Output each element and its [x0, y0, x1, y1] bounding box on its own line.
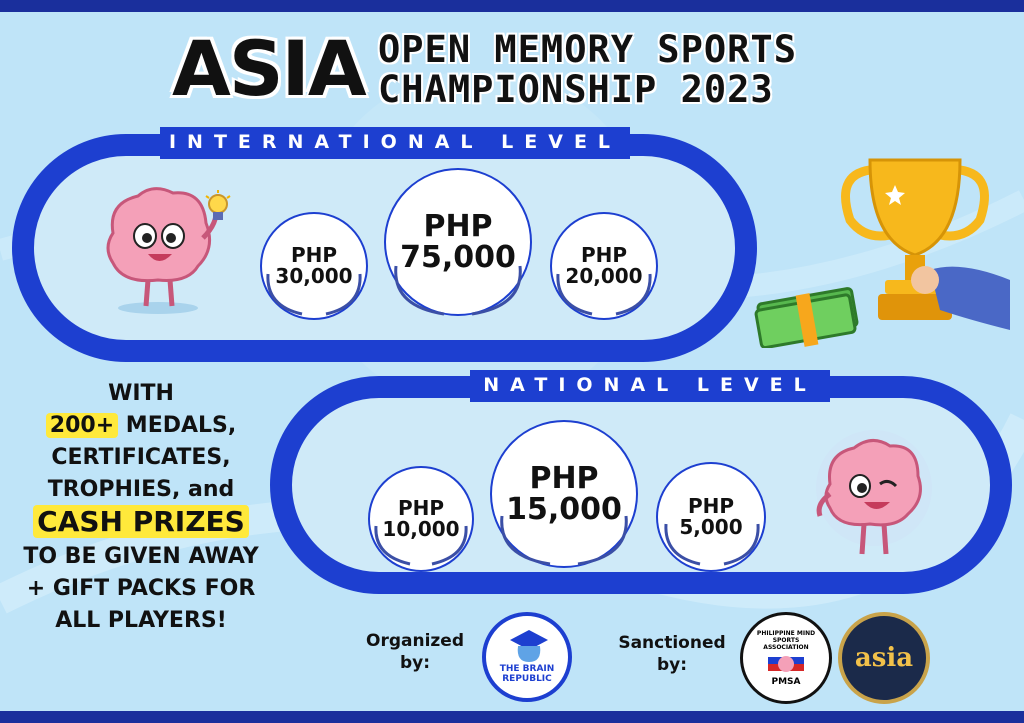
prize-amount: 15,000 [506, 492, 622, 527]
prize-amount: 30,000 [275, 264, 353, 288]
prize-currency: PHP [290, 243, 338, 267]
cash-prizes-highlight: CASH PRIZES [33, 505, 249, 538]
sanctioned-by-label: Sanctioned by: [618, 633, 726, 675]
laurel-icon [552, 270, 656, 318]
awards-line-4: TROPHIES, and [47, 477, 235, 502]
prize-currency: PHP [687, 494, 735, 518]
awards-line-1: WITH [108, 381, 174, 406]
awards-text [0, 378, 282, 637]
bottom-bar [0, 711, 1024, 723]
winking-brain-icon [812, 424, 932, 564]
laurel-icon [494, 512, 634, 568]
awards-line-7: ALL PLAYERS! [55, 608, 227, 633]
awards-line-2-rest: MEDALS, [125, 413, 237, 438]
national-level-label: NATIONAL LEVEL [470, 370, 830, 402]
prize-currency: PHP [397, 496, 445, 520]
organizer-logo-text: THE BRAIN REPUBLIC [499, 664, 555, 684]
title-line-1: OPEN MEMORY SPORTS [378, 28, 797, 71]
prize-amount: 20,000 [565, 264, 643, 288]
awards-line-cash [0, 506, 282, 541]
awards-line-3: CERTIFICATES, [51, 445, 231, 470]
pmsa-logo-text: PHILIPPINE MIND SPORTS ASSOCIATION [756, 629, 816, 651]
asia-logo-text: asia [854, 643, 914, 673]
prize-amount: 5,000 [679, 515, 743, 539]
pmsa-abbr: PMSA [771, 676, 801, 687]
medals-count-highlight: 200+ [46, 413, 118, 438]
prize-amount: 75,000 [400, 240, 516, 275]
laurel-icon [660, 520, 764, 568]
graduation-brain-icon [506, 626, 552, 666]
pmsa-logo [740, 612, 832, 704]
prize-currency: PHP [423, 208, 493, 244]
awards-line-6: + GIFT PACKS FOR [26, 576, 256, 601]
top-bar [0, 0, 1024, 12]
lightbulb-icon [203, 190, 233, 226]
laurel-icon [262, 270, 366, 318]
prize-currency: PHP [529, 460, 599, 496]
flag-brain-icon [766, 651, 806, 677]
prize-amount: 10,000 [382, 517, 460, 541]
awards-line-2 [0, 410, 282, 442]
prize-currency: PHP [580, 243, 628, 267]
asia-association-logo [838, 612, 930, 704]
title-main [378, 30, 797, 110]
brain-republic-logo [482, 612, 572, 702]
organized-by-label: Organized by: [366, 631, 464, 673]
cash-stack-icon [752, 278, 862, 348]
international-level-label: INTERNATIONAL LEVEL [160, 127, 630, 159]
laurel-icon [388, 262, 528, 318]
laurel-icon [370, 522, 472, 568]
title-asia: ASIA [172, 24, 365, 113]
title-line-2: CHAMPIONSHIP 2023 [378, 68, 774, 111]
awards-line-5: TO BE GIVEN AWAY [23, 544, 259, 569]
